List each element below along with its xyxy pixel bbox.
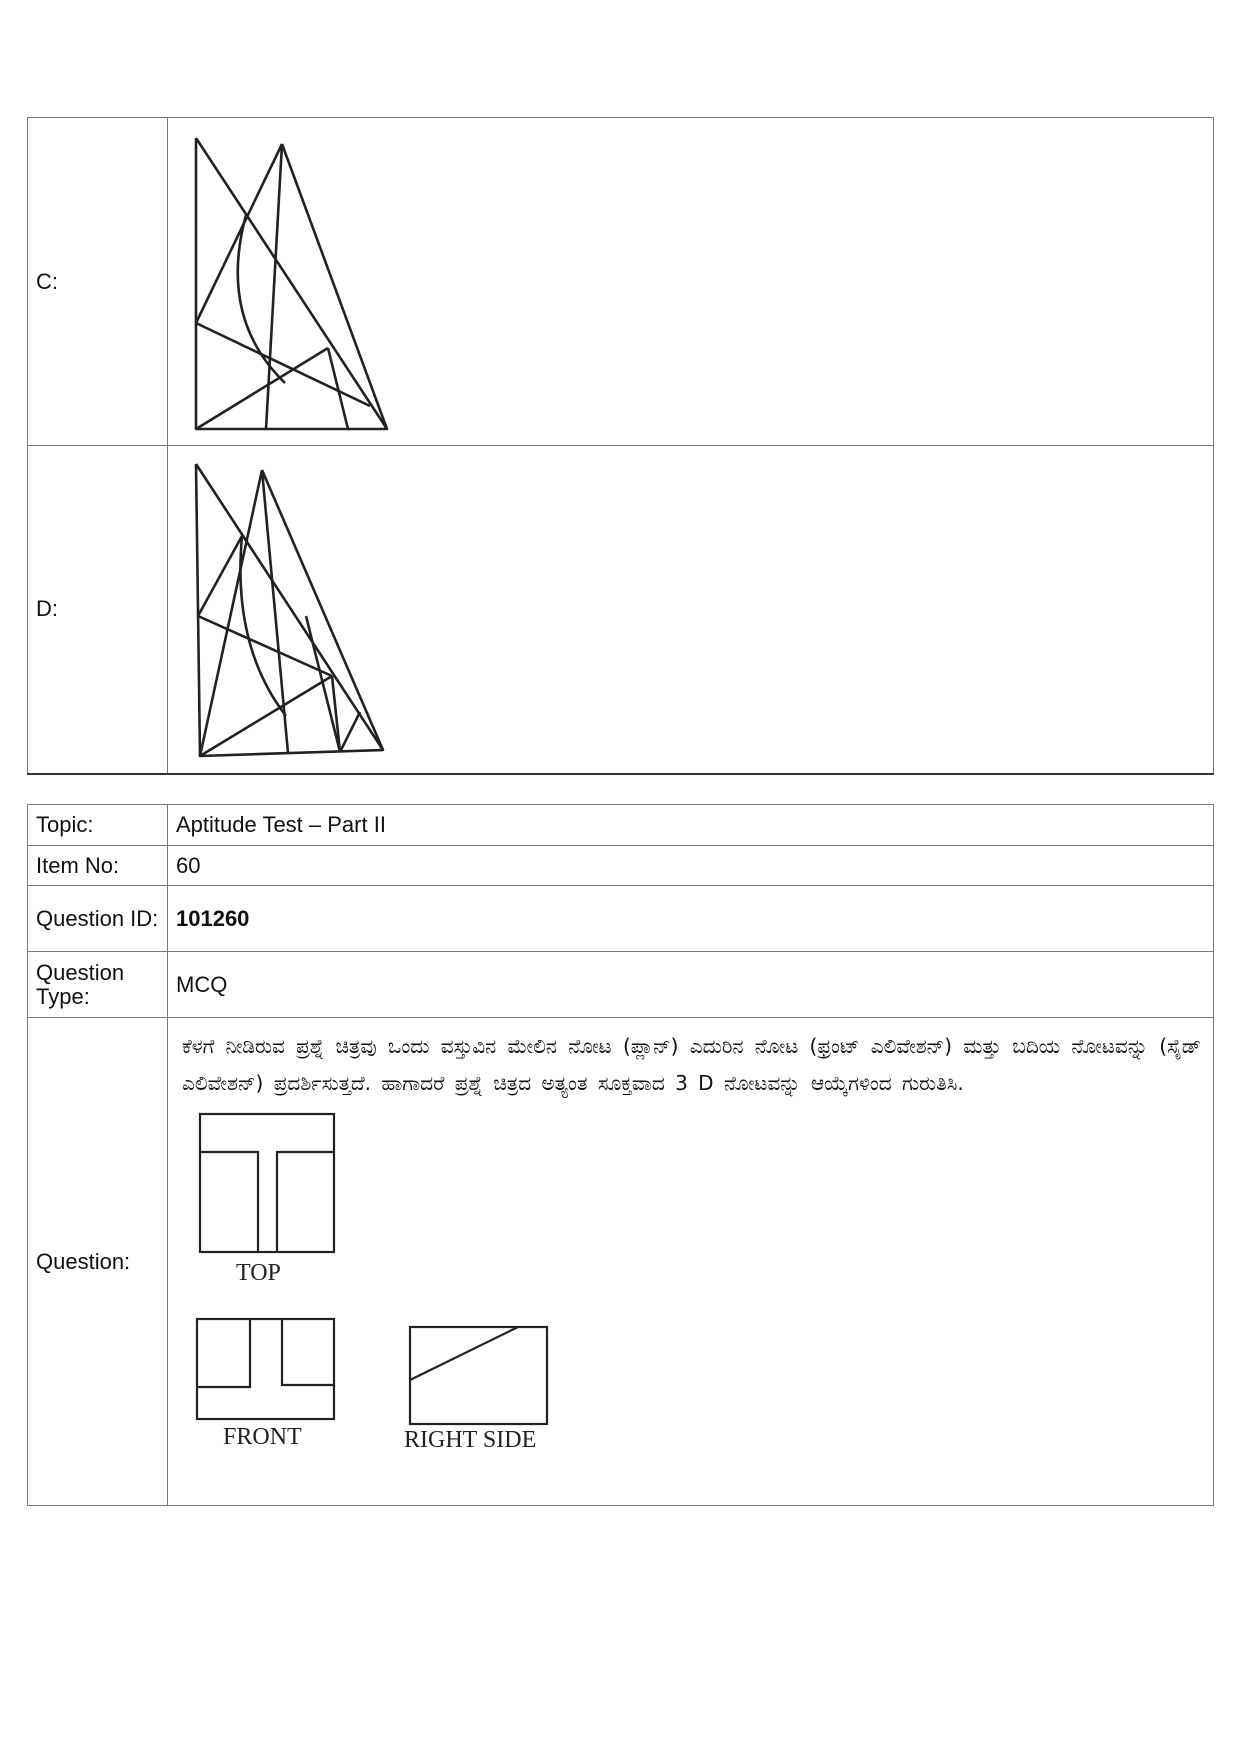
question-meta-table — [27, 804, 1214, 1506]
front-view-left-slot — [197, 1319, 250, 1387]
c-right-edge — [282, 144, 387, 429]
question-label: Question: — [28, 1018, 168, 1506]
item-row — [28, 846, 1214, 886]
question-content — [168, 1018, 1214, 1506]
item-label: Item No: — [28, 846, 168, 886]
d-small-line — [340, 712, 360, 752]
top-view-left-notch — [200, 1152, 258, 1252]
side-caption: RIGHT SIDE — [404, 1427, 537, 1453]
option-d-figure — [180, 456, 420, 766]
item-value: 60 — [168, 846, 1214, 886]
top-view-outline — [200, 1114, 334, 1252]
option-row-c — [28, 118, 1214, 446]
option-c-figure — [180, 128, 420, 438]
option-row-d — [28, 446, 1214, 774]
option-figure-c-cell — [168, 118, 1214, 446]
question-row — [28, 1018, 1214, 1506]
front-caption: FRONT — [223, 1424, 302, 1450]
option-figure-d-cell — [168, 446, 1214, 774]
d-upper-chord — [198, 536, 242, 616]
question-type-label: Question Type: — [28, 952, 168, 1018]
c-arc — [238, 215, 285, 383]
question-id-row — [28, 886, 1214, 952]
top-view-right-notch — [277, 1152, 334, 1252]
option-label-d: D: — [28, 446, 168, 774]
side-view-outline — [410, 1327, 547, 1424]
topic-row — [28, 805, 1214, 846]
question-type-value: MCQ — [168, 952, 1214, 1018]
c-inner-vertical — [266, 144, 282, 429]
c-outer-triangle — [196, 138, 387, 429]
d-arc — [240, 536, 286, 716]
topic-value: Aptitude Test – Part II — [168, 805, 1214, 846]
question-type-row — [28, 952, 1214, 1018]
question-text: ಕೆಳಗೆ ನೀಡಿರುವ ಪ್ರಶ್ನೆ ಚಿತ್ರವು ಒಂದು ವಸ್ತುವಿನ ಮೇಲಿನ ನೋಟ (ಪ್ಲಾನ್) ಎದುರಿನ ನೋಟ (ಫ್ರಂಟ್ ಎಲಿವೇಶನ್) ಮತ್ತು ಬದಿಯ ನೋಟವನ್ನು (ಸೈಡ್ ಎಲಿವೇಶನ್) ಪ್ರದರ್ಶಿಸುತ್ತದೆ. ಹಾಗಾದರೆ ಪ್ರಶ್ನೆ ಚಿತ್ರದ ಅತ್ಯಂತ ಸೂಕ್ತವಾದ 3 D ನೋಟವನ್ನು ಆಯ್ಕೆಗಳಿಂದ ಗುರುತಿಸಿ. — [182, 1034, 1201, 1095]
top-caption: TOP — [236, 1260, 281, 1286]
question-id-label: Question ID: — [28, 886, 168, 952]
front-view-right-slot — [282, 1319, 334, 1385]
topic-label: Topic: — [28, 805, 168, 846]
question-id-value: 101260 — [168, 886, 1214, 952]
front-view-outline — [197, 1319, 334, 1419]
d-outer-triangle — [196, 464, 383, 756]
options-table — [27, 117, 1214, 775]
d-cross-line-2 — [200, 676, 332, 756]
side-view-diagonal — [410, 1327, 518, 1380]
option-label-c: C: — [28, 118, 168, 446]
orthographic-views — [168, 1102, 1213, 1462]
views-figure — [178, 1104, 598, 1464]
c-cross-line-2 — [196, 348, 328, 429]
d-left-diagonal — [200, 470, 262, 756]
